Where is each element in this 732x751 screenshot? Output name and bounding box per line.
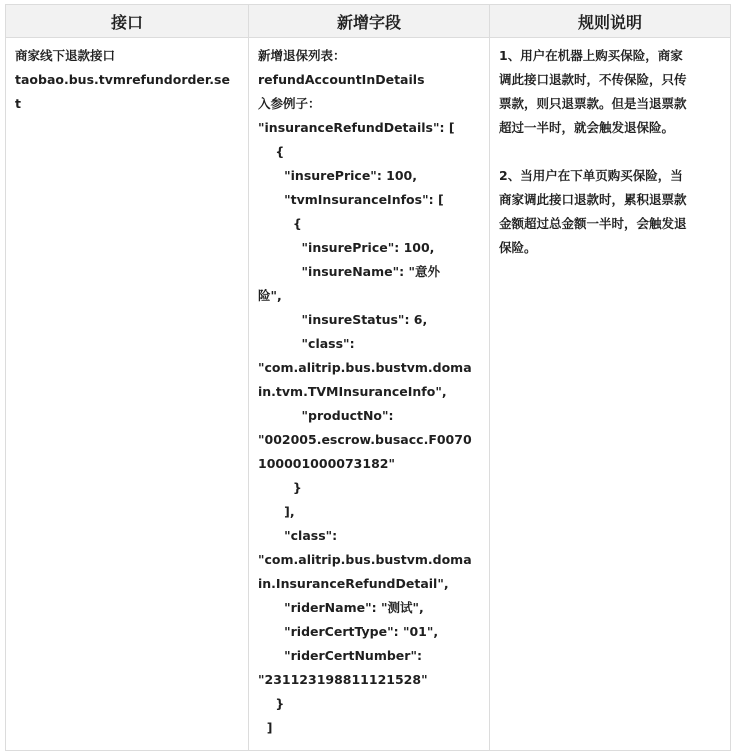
field-line: "class":	[258, 336, 355, 351]
field-line: "insureName": "意外	[258, 264, 440, 279]
field-line: "productNo":	[258, 408, 394, 423]
field-line: {	[258, 144, 285, 159]
interface-line: 商家线下退款接口	[15, 48, 116, 63]
rule-line: 2、当用户在下单页购买保险，当	[499, 168, 683, 183]
field-line: "insurePrice": 100,	[258, 240, 435, 255]
field-line: in.InsuranceRefundDetail",	[258, 576, 449, 591]
field-line: refundAccountInDetails	[258, 72, 425, 87]
header-rules: 规则说明	[490, 5, 731, 38]
interface-spec-table	[5, 4, 731, 751]
field-line: 险",	[258, 288, 282, 303]
field-line: "riderCertType": "01",	[258, 624, 439, 639]
field-line: "insureStatus": 6,	[258, 312, 428, 327]
field-line: ],	[258, 504, 295, 519]
field-line: {	[258, 216, 302, 231]
field-line: "231123198811121528"	[258, 672, 428, 687]
field-line: "com.alitrip.bus.bustvm.doma	[258, 552, 472, 567]
field-line: "class":	[258, 528, 338, 543]
field-line: in.tvm.TVMInsuranceInfo",	[258, 384, 447, 399]
field-line: ]	[258, 720, 273, 735]
field-line: "insuranceRefundDetails": [	[258, 120, 455, 135]
field-line: "tvmInsuranceInfos": [	[258, 192, 444, 207]
rule-line: 超过一半时，就会触发退保险。	[499, 120, 675, 135]
rule-line: 调此接口退款时，不传保险，只传	[499, 72, 687, 87]
field-line: "insurePrice": 100,	[258, 168, 418, 183]
paragraph-gap	[499, 140, 721, 164]
rule-line: 票款，则只退票款。但是当退票款	[499, 96, 687, 111]
field-line: "riderCertNumber":	[258, 648, 422, 663]
field-line: }	[258, 696, 285, 711]
field-line: 新增退保列表：	[258, 48, 346, 63]
rule-line: 商家调此接口退款时，累积退票款	[499, 192, 687, 207]
rule-line: 1、用户在机器上购买保险，商家	[499, 48, 683, 63]
cell-interface	[6, 38, 249, 751]
table-header-row	[6, 5, 731, 38]
header-new-fields: 新增字段	[249, 5, 490, 38]
field-line: 入参例子：	[258, 96, 321, 111]
interface-line: taobao.bus.tvmrefundorder.se	[15, 72, 230, 87]
field-line: "002005.escrow.busacc.F0070	[258, 432, 472, 447]
field-line: "com.alitrip.bus.bustvm.doma	[258, 360, 472, 375]
field-line: "riderName": "测试",	[258, 600, 424, 615]
cell-new-fields	[249, 38, 490, 751]
interface-line: t	[15, 96, 21, 111]
field-line: 100001000073182"	[258, 456, 395, 471]
field-line: }	[258, 480, 302, 495]
rule-line: 金额超过总金额一半时，会触发退	[499, 216, 687, 231]
header-interface: 接口	[6, 5, 249, 38]
rule-line: 保险。	[499, 240, 537, 255]
table-row	[6, 38, 731, 751]
cell-rules	[490, 38, 731, 751]
